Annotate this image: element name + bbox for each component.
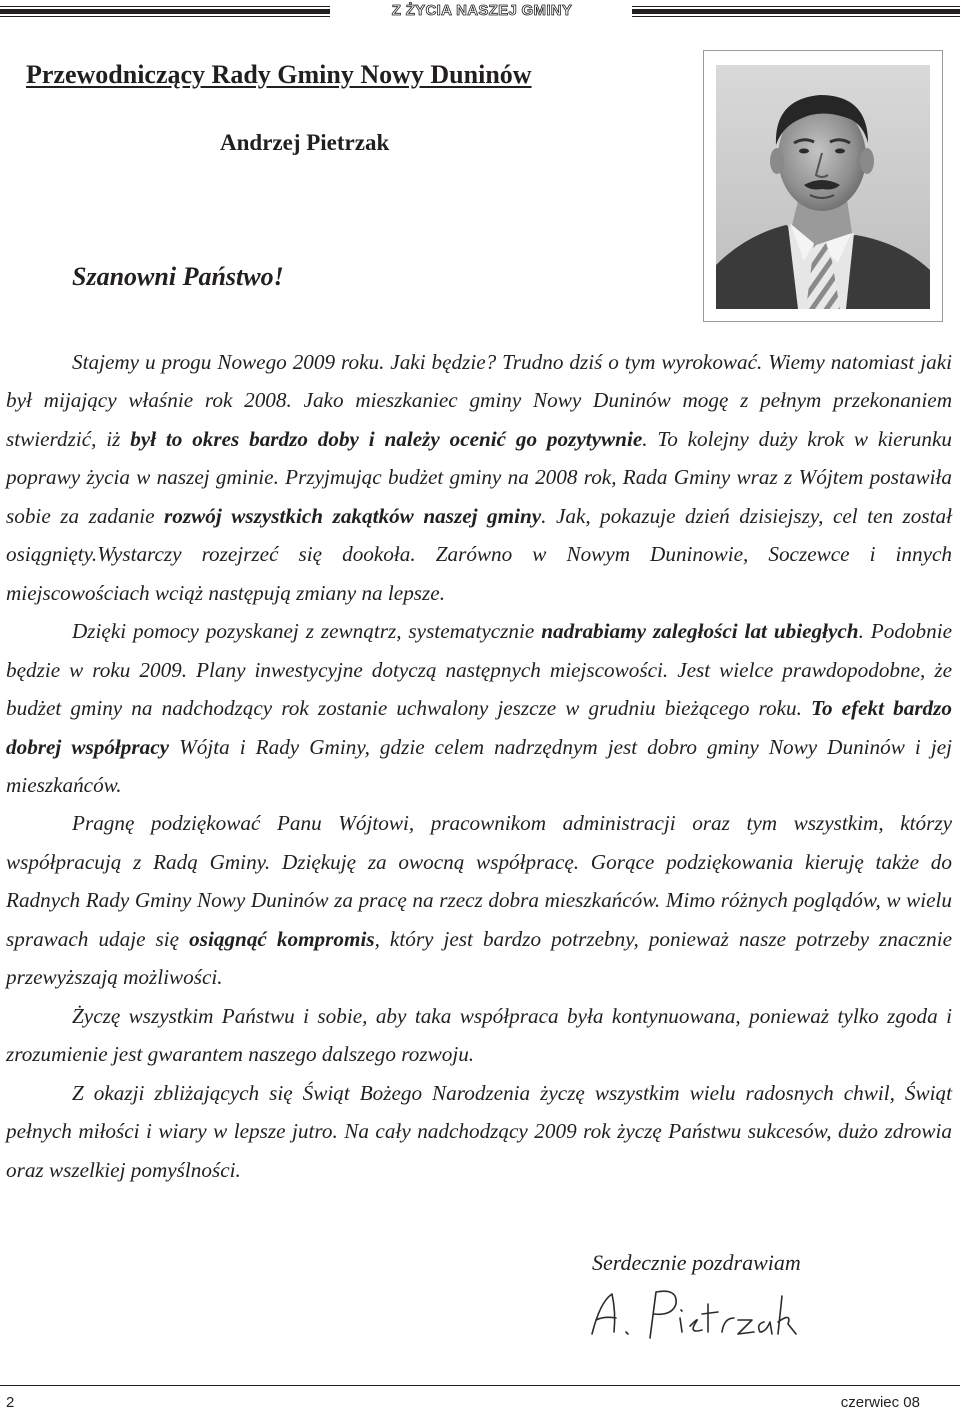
article-title: Przewodniczący Rady Gminy Nowy Duninów xyxy=(26,60,532,89)
issue-date: czerwiec 08 xyxy=(840,1394,920,1411)
paragraph-3: Pragnę podziękować Panu Wójtowi, pracownikom administracji oraz tym wszystkim, którzy współpracują z Radą Gminy. Dziękuję za owocną współpracę. Gorące podziękowania kieruję także do Radnych Rady Gminy Nowy Duninów za pracę na rzecz dobra mieszkańców. Mimo różnych poglądów, w wielu sprawach udaje się osiągnąć kompromis, który jest bardzo potrzebny, ponieważ nasze potrzeby znacznie przewyższają możliwości. xyxy=(6,811,952,990)
paragraph-4: Życzę wszystkim Państwu i sobie, aby taka współpraca była kontynuowana, ponieważ tylko zgoda i zrozumienie jest gwarantem naszego dalszego rozwoju. xyxy=(6,1003,952,1067)
footer-rule xyxy=(0,1385,960,1386)
page-number: 2 xyxy=(6,1394,15,1411)
letter-body xyxy=(6,343,952,1189)
author-name: Andrzej Pietrzak xyxy=(220,130,390,155)
greeting: Szanowni Państwo! xyxy=(72,262,284,291)
header-rule-left xyxy=(0,6,330,18)
handwritten-signature xyxy=(578,1282,828,1348)
header-rule-right xyxy=(632,6,960,18)
paragraph-1: Stajemy u progu Nowego 2009 roku. Jaki będzie? Trudno dziś o tym wyrokować. Wiemy natomiast jaki był mijający właśnie rok 2008. Jako mieszkaniec gminy Nowy Duninów mogę z pełnym przekonaniem stwierdzić, iż był to okres bardzo doby i należy ocenić go pozytywnie. To kolejny duży krok w kierunku poprawy życia w naszej gminie. Przyjmując budżet gminy na 2008 rok, Rada Gminy wraz z Wójtem postawiła sobie za zadanie rozwój wszystkich zakątków naszej gminy. Jak, pokazuje dzień dzisiejszy, cel ten został osiągnięty.Wystarczy rozejrzeć się dookoła. Zarówno w Nowym Duninowie, Soczewce i innych miejscowościach wciąż następują zmiany na lepsze. xyxy=(6,350,952,605)
portrait-photo xyxy=(716,65,930,309)
paragraph-5: Z okazji zbliżających się Świąt Bożego Narodzenia życzę wszystkim wielu radosnych chwil, Świąt pełnych miłości i wiary w lepsze jutro. Na cały nadchodzący 2009 rok życzę Państwu sukcesów, dużo zdrowia oraz wszelkiej pomyślności. xyxy=(6,1080,952,1182)
closing-phrase: Serdecznie pozdrawiam xyxy=(592,1250,801,1275)
portrait-photo-frame xyxy=(703,50,943,322)
section-title: Z ŻYCIA NASZEJ GMINY xyxy=(391,2,573,19)
paragraph-2: Dzięki pomocy pozyskanej z zewnątrz, systematycznie nadrabiamy zaległości lat ubiegłych. Podobnie będzie w roku 2009. Plany inwestycyjne dotyczą następnych miejscowości. Jest wielce prawdopodobne, że budżet gminy na nadchodzący rok zostanie uchwalony jeszcze w grudniu bieżącego roku. To efekt bardzo dobrej współpracy Wójta i Rady Gminy, gdzie celem nadrzędnym jest dobro gminy Nowy Duninów i jej mieszkańców. xyxy=(6,619,953,797)
